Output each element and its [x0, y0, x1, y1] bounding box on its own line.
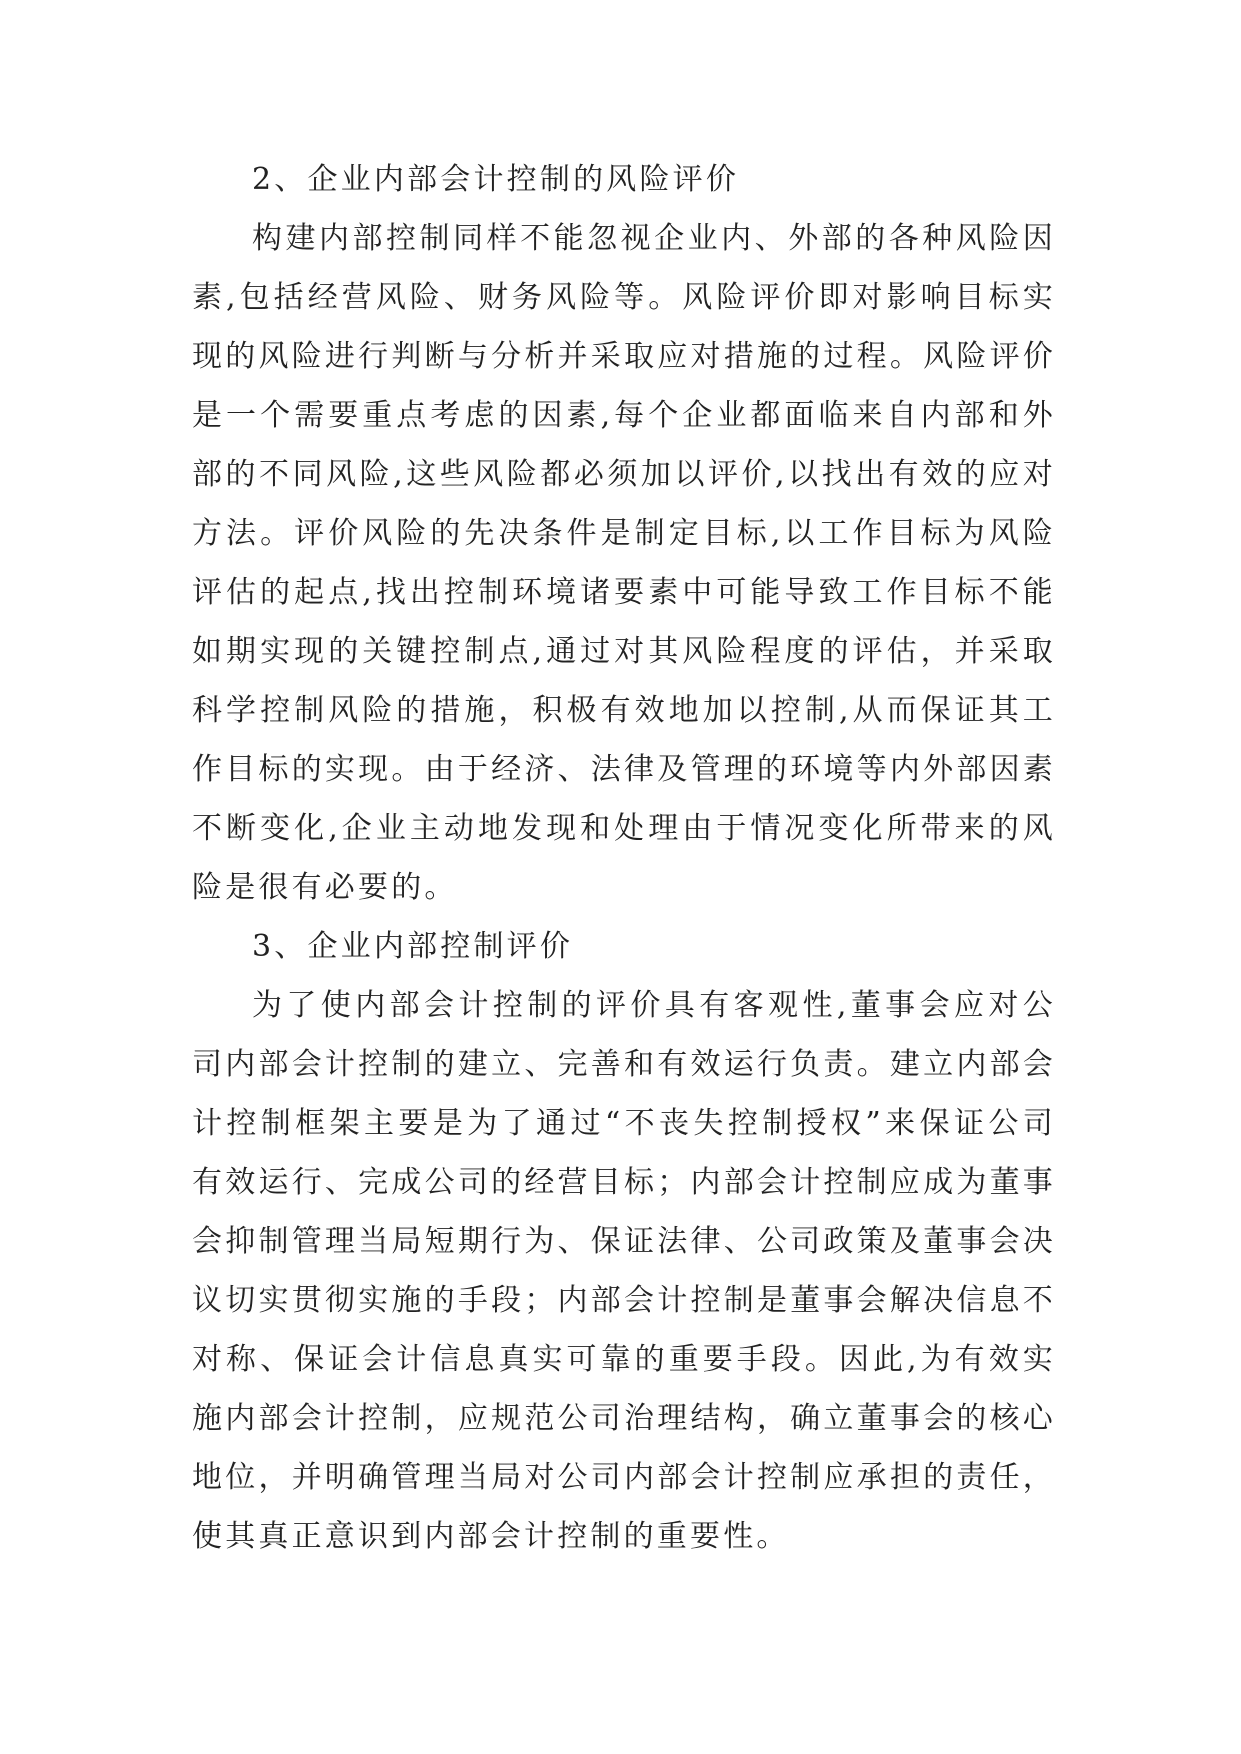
section-heading-internal-control-evaluation: 3、企业内部控制评价 [252, 929, 574, 964]
document-page [192, 150, 1056, 1566]
section-heading-risk-evaluation: 2、企业内部会计控制的风险评价 [252, 162, 740, 197]
section-body-risk-evaluation: 构建内部控制同样不能忽视企业内、外部的各种风险因素,包括经营风险、财务风险等。风险评价即对影响目标实现的风险进行判断与分析并采取应对措施的过程。风险评价是一个需要重点考虑的因素,每个企业都面临来自内部和外部的不同风险,这些风险都必须加以评价,以找出有效的应对方法。评价风险的先决条件是制定目标,以工作目标为风险评估的起点,找出控制环境诸要素中可能导致工作目标不能如期实现的关键控制点,通过对其风险程度的评估，并采取科学控制风险的措施，积极有效地加以控制,从而保证其工作目标的实现。由于经济、法律及管理的环境等内外部因素不断变化,企业主动地发现和处理由于情况变化所带来的风险是很有必要的。 [192, 221, 1056, 905]
section-body-internal-control-evaluation: 为了使内部会计控制的评价具有客观性,董事会应对公司内部会计控制的建立、完善和有效运行负责。建立内部会计控制框架主要是为了通过“不丧失控制授权”来保证公司有效运行、完成公司的经营目标；内部会计控制应成为董事会抑制管理当局短期行为、保证法律、公司政策及董事会决议切实贯彻实施的手段；内部会计控制是董事会解决信息不对称、保证会计信息真实可靠的重要手段。因此,为有效实施内部会计控制，应规范公司治理结构，确立董事会的核心地位，并明确管理当局对公司内部会计控制应承担的责任，使其真正意识到内部会计控制的重要性。 [192, 988, 1056, 1554]
